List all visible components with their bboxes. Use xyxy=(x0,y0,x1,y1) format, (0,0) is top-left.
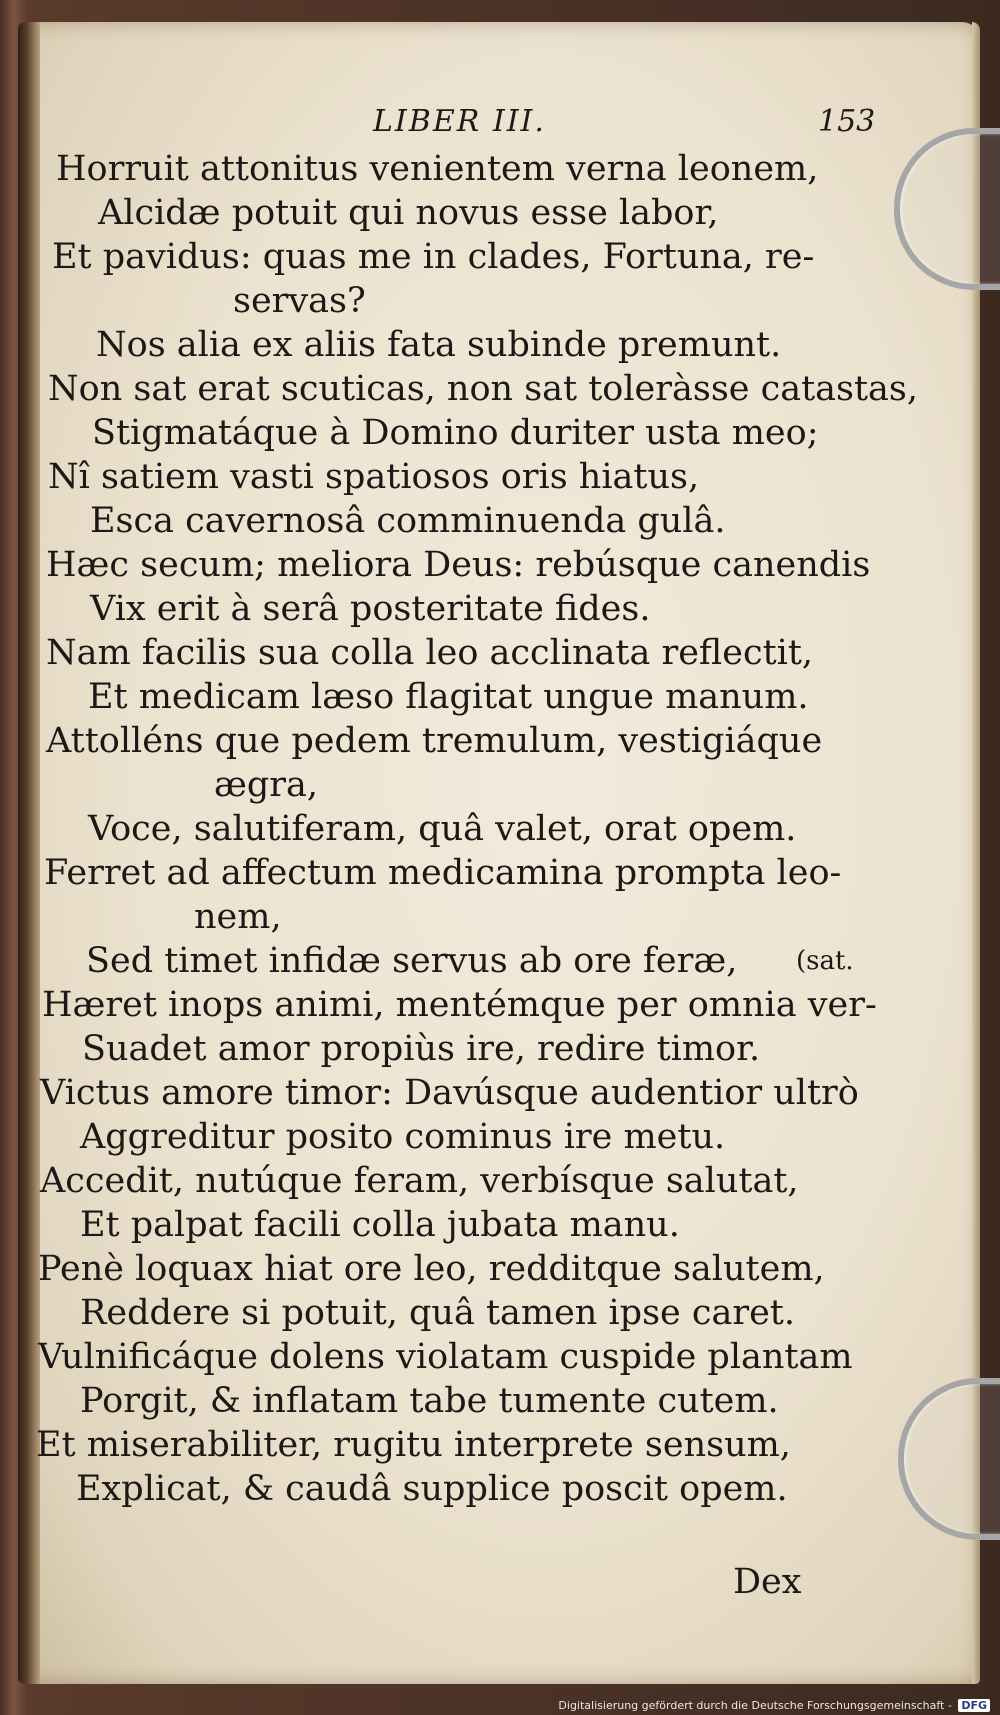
verse-line: ægra, xyxy=(214,765,319,805)
verse-line: Vix erit à serâ posteritate fides. xyxy=(90,589,651,629)
digitization-credit xyxy=(558,1699,990,1712)
verse-line: Hæret inops animi, mentémque per omnia ver- xyxy=(42,985,877,1025)
verse-line: Et palpat facili colla jubata manu. xyxy=(80,1205,680,1245)
verse-line: Et miserabiliter, rugitu interprete sensum, xyxy=(36,1425,791,1465)
page-number: 153 xyxy=(818,104,876,139)
verse-line: Horruit attonitus venientem verna leonem, xyxy=(56,149,819,189)
verse-line: Porgit, & inflatam tabe tumente cutem. xyxy=(80,1381,779,1421)
credit-text: Digitalisierung gefördert durch die Deutsche Forschungsgemeinschaft - xyxy=(558,1699,952,1712)
verse-line: Sed timet infidæ servus ab ore feræ, xyxy=(86,941,738,981)
verse-line: Attolléns que pedem tremulum, vestigiáque xyxy=(46,721,823,761)
verse-line: Nam facilis sua colla leo acclinata reflectit, xyxy=(46,633,814,673)
verse-line: Suadet amor propiùs ire, redire timor. xyxy=(82,1029,761,1069)
book-page xyxy=(18,22,980,1684)
verse-line: Et medicam læso flagitat ungue manum. xyxy=(88,677,809,717)
catchword: Dex xyxy=(733,1562,802,1602)
running-head: LIBER III. xyxy=(373,104,546,139)
verse-line: servas? xyxy=(233,281,366,321)
verse-line: Non sat erat scuticas, non sat toleràsse catastas, xyxy=(48,369,919,409)
page-header xyxy=(18,104,980,144)
verse-line: Explicat, & caudâ supplice poscit opem. xyxy=(76,1469,788,1509)
side-note: (sat. xyxy=(796,946,854,976)
verse-line: Hæc secum; meliora Deus: rebúsque canendis xyxy=(46,545,871,585)
verse-line: Et pavidus: quas me in clades, Fortuna, re- xyxy=(52,237,815,277)
verse-line: Penè loquax hiat ore leo, redditque salutem, xyxy=(38,1249,825,1289)
verse-line: nem, xyxy=(194,897,282,937)
verse-line: Vulnificáque dolens violatam cuspide plantam xyxy=(38,1337,853,1377)
verse-line: Esca cavernosâ comminuenda gulâ. xyxy=(90,501,726,541)
verse-line: Victus amore timor: Davúsque audentior ultrò xyxy=(40,1073,859,1113)
dfg-logo: DFG xyxy=(958,1699,990,1712)
verse-line: Aggreditur posito cominus ire metu. xyxy=(80,1117,726,1157)
verse-line: Nî satiem vasti spatiosos oris hiatus, xyxy=(48,457,700,497)
verse-line: Reddere si potuit, quâ tamen ipse caret. xyxy=(80,1293,795,1333)
verse-line: Alcidæ potuit qui novus esse labor, xyxy=(98,193,719,233)
verse-line: Accedit, nutúque feram, verbísque salutat, xyxy=(40,1161,799,1201)
verse-line: Ferret ad affectum medicamina prompta leo- xyxy=(44,853,842,893)
verse-line: Nos alia ex aliis fata subinde premunt. xyxy=(96,325,782,365)
verse-line: Stigmatáque à Domino duriter usta meo; xyxy=(92,413,819,453)
verse-line: Voce, salutiferam, quâ valet, orat opem. xyxy=(88,809,797,849)
